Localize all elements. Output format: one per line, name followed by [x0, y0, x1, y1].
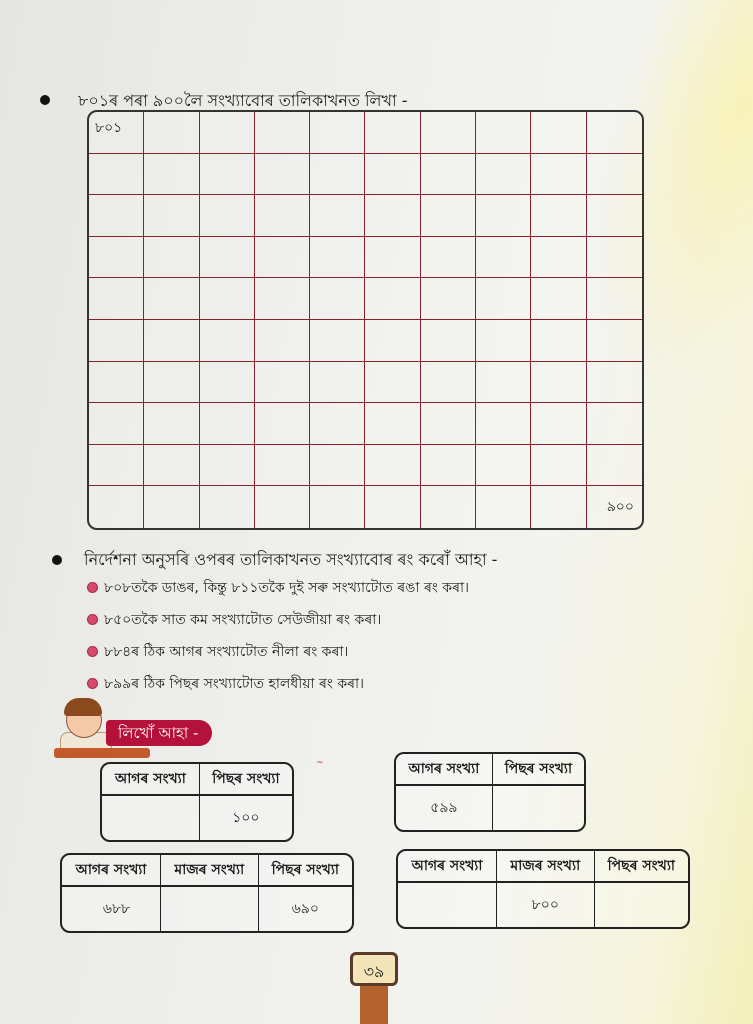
grid-cell[interactable] — [476, 237, 531, 279]
grid-cell[interactable] — [421, 486, 476, 528]
table-header: পিছৰ সংখ্যা — [200, 764, 292, 796]
grid-cell[interactable] — [310, 403, 365, 445]
grid-cell[interactable] — [476, 362, 531, 404]
grid-cell[interactable] — [587, 362, 642, 404]
before-middle-after-table-1 — [60, 853, 354, 933]
grid-cell[interactable] — [255, 362, 310, 404]
grid-cell[interactable] — [531, 237, 586, 279]
grid-cell[interactable] — [365, 154, 420, 196]
grid-cell[interactable] — [310, 486, 365, 528]
grid-cell[interactable] — [200, 403, 255, 445]
grid-cell[interactable] — [200, 237, 255, 279]
grid-cell[interactable] — [531, 362, 586, 404]
grid-cell[interactable] — [200, 445, 255, 487]
grid-cell[interactable] — [310, 278, 365, 320]
instruction-item: ৮৯৯ৰ ঠিক পিছৰ সংখ্যাটোত হালধীয়া ৰং কৰা। — [104, 676, 365, 692]
grid-cell[interactable] — [531, 112, 586, 154]
grid-cell[interactable] — [587, 112, 642, 154]
grid-cell[interactable] — [587, 403, 642, 445]
grid-cell[interactable] — [255, 486, 310, 528]
grid-cell[interactable] — [200, 362, 255, 404]
grid-cell[interactable] — [310, 154, 365, 196]
before-middle-after-table-2 — [396, 849, 690, 929]
given-value-cell: ৮০০ — [497, 883, 595, 927]
page-number: ৩৯ — [350, 952, 398, 986]
bullet-2 — [52, 555, 62, 565]
instruction-item: ৮০৮তকৈ ডাঙৰ, কিন্তু ৮১১তকৈ দুই সৰু সংখ্যাটোত ৰঙা ৰং কৰা। — [104, 580, 470, 596]
grid-cell[interactable] — [476, 154, 531, 196]
table-header: আগৰ সংখ্যা — [102, 764, 200, 796]
grid-cell[interactable] — [365, 320, 420, 362]
grid-cell[interactable] — [476, 486, 531, 528]
number-grid — [87, 110, 644, 530]
grid-cell[interactable] — [587, 278, 642, 320]
grid-cell[interactable] — [89, 237, 144, 279]
grid-cell[interactable] — [531, 320, 586, 362]
grid-cell[interactable] — [144, 195, 199, 237]
grid-cell[interactable] — [476, 403, 531, 445]
grid-cell[interactable] — [476, 195, 531, 237]
grid-cell[interactable] — [310, 445, 365, 487]
before-after-table-2 — [394, 752, 586, 832]
answer-cell[interactable] — [102, 796, 200, 840]
grid-cell[interactable] — [421, 237, 476, 279]
grid-cell[interactable] — [200, 320, 255, 362]
given-value-cell: ৬৮৮ — [62, 887, 161, 931]
grid-cell[interactable] — [421, 278, 476, 320]
answer-cell[interactable] — [398, 883, 497, 927]
grid-cell[interactable] — [476, 278, 531, 320]
grid-cell[interactable] — [89, 154, 144, 196]
grid-cell[interactable] — [144, 237, 199, 279]
grid-cell[interactable] — [255, 445, 310, 487]
desk-illustration — [54, 748, 150, 758]
instruction-dot — [87, 678, 98, 689]
grid-cell[interactable] — [531, 445, 586, 487]
grid-cell[interactable] — [200, 486, 255, 528]
grid-cell[interactable] — [365, 195, 420, 237]
grid-cell[interactable] — [365, 112, 420, 154]
table-header: পিছৰ সংখ্যা — [259, 855, 352, 887]
grid-cell[interactable]: ৮০১ — [89, 112, 144, 154]
grid-cell[interactable] — [255, 154, 310, 196]
grid-cell[interactable] — [587, 237, 642, 279]
grid-cell[interactable] — [144, 445, 199, 487]
grid-cell[interactable] — [255, 237, 310, 279]
grid-cell[interactable] — [531, 195, 586, 237]
grid-cell[interactable] — [89, 486, 144, 528]
given-value-cell: ৬৯০ — [291, 901, 319, 917]
grid-cell[interactable] — [255, 195, 310, 237]
grid-cell[interactable] — [89, 195, 144, 237]
grid-cell[interactable] — [89, 278, 144, 320]
answer-cell[interactable] — [595, 883, 688, 927]
table-header: আগৰ সংখ্যা — [398, 851, 497, 883]
grid-cell[interactable] — [144, 403, 199, 445]
grid-cell[interactable] — [531, 278, 586, 320]
grid-cell[interactable] — [144, 112, 199, 154]
grid-cell[interactable] — [365, 362, 420, 404]
grid-cell[interactable]: ৯০০ — [606, 499, 634, 516]
grid-cell[interactable] — [200, 195, 255, 237]
grid-cell[interactable] — [365, 445, 420, 487]
grid-cell[interactable] — [421, 362, 476, 404]
instructions-heading: নিৰ্দেশনা অনুসৰি ওপৰৰ তালিকাখনত সংখ্যাবোৰ ৰং কৰোঁ আহা - — [84, 550, 498, 569]
given-value-cell: ৫৯৯ — [396, 786, 493, 830]
table-header: মাজৰ সংখ্যা — [161, 855, 259, 887]
grid-cell[interactable] — [531, 154, 586, 196]
grid-cell[interactable] — [89, 362, 144, 404]
answer-cell[interactable] — [161, 887, 259, 931]
badge-label: লিখোঁ আহা - — [106, 720, 212, 746]
table-header: পিছৰ সংখ্যা — [595, 851, 688, 883]
grid-cell[interactable] — [587, 445, 642, 487]
grid-cell[interactable] — [476, 112, 531, 154]
grid-cell[interactable] — [89, 403, 144, 445]
grid-cell[interactable] — [144, 154, 199, 196]
grid-heading: ৮০১ৰ পৰা ৯০০লৈ সংখ্যাবোৰ তালিকাখনত লিখা - — [78, 91, 408, 110]
grid-cell[interactable] — [476, 320, 531, 362]
grid-cell[interactable] — [310, 362, 365, 404]
pen-scribble: ~ — [316, 758, 324, 768]
table-header: মাজৰ সংখ্যা — [497, 851, 595, 883]
grid-cell[interactable] — [421, 112, 476, 154]
grid-cell[interactable] — [200, 112, 255, 154]
bullet-1 — [40, 95, 50, 105]
grid-cell[interactable] — [144, 278, 199, 320]
grid-cell[interactable] — [310, 112, 365, 154]
grid-cell[interactable] — [421, 445, 476, 487]
grid-cell[interactable] — [587, 154, 642, 196]
grid-cell[interactable] — [365, 486, 420, 528]
answer-cell[interactable] — [493, 786, 584, 830]
grid-cell[interactable] — [587, 320, 642, 362]
page-number-stand — [360, 986, 388, 1024]
grid-cell[interactable] — [310, 195, 365, 237]
table-header: পিছৰ সংখ্যা — [493, 754, 584, 786]
before-after-table-1 — [100, 762, 294, 842]
kid-hair — [64, 698, 102, 716]
grid-cell[interactable] — [89, 445, 144, 487]
instruction-dot — [87, 582, 98, 593]
grid-cell[interactable] — [476, 445, 531, 487]
grid-cell[interactable] — [310, 320, 365, 362]
grid-cell[interactable] — [255, 112, 310, 154]
grid-cell[interactable] — [144, 486, 199, 528]
grid-cell[interactable] — [531, 486, 586, 528]
grid-cell[interactable] — [144, 320, 199, 362]
table-header: আগৰ সংখ্যা — [396, 754, 493, 786]
grid-cell[interactable] — [255, 320, 310, 362]
lets-write-badge — [52, 698, 232, 764]
instruction-item: ৮৮৪ৰ ঠিক আগৰ সংখ্যাটোত নীলা ৰং কৰা। — [104, 644, 349, 660]
grid-cell[interactable] — [200, 154, 255, 196]
instruction-item: ৮৫০তকৈ সাত কম সংখ্যাটোত সেউজীয়া ৰং কৰা। — [104, 612, 382, 628]
grid-cell[interactable] — [200, 278, 255, 320]
grid-cell[interactable] — [365, 278, 420, 320]
grid-cell[interactable] — [421, 403, 476, 445]
grid-cell[interactable] — [531, 403, 586, 445]
instruction-dot — [87, 614, 98, 625]
grid-cell[interactable] — [421, 320, 476, 362]
grid-cell[interactable] — [255, 403, 310, 445]
grid-cell[interactable] — [365, 403, 420, 445]
table-header: আগৰ সংখ্যা — [62, 855, 161, 887]
instruction-dot — [87, 646, 98, 657]
grid-cell[interactable] — [421, 154, 476, 196]
grid-cell[interactable] — [587, 195, 642, 237]
given-value-cell: ১০০ — [232, 810, 260, 826]
grid-cell[interactable] — [89, 320, 144, 362]
grid-cell[interactable] — [255, 278, 310, 320]
grid-cell[interactable] — [310, 237, 365, 279]
grid-cell[interactable] — [421, 195, 476, 237]
grid-cell[interactable] — [365, 237, 420, 279]
grid-cell[interactable] — [144, 362, 199, 404]
